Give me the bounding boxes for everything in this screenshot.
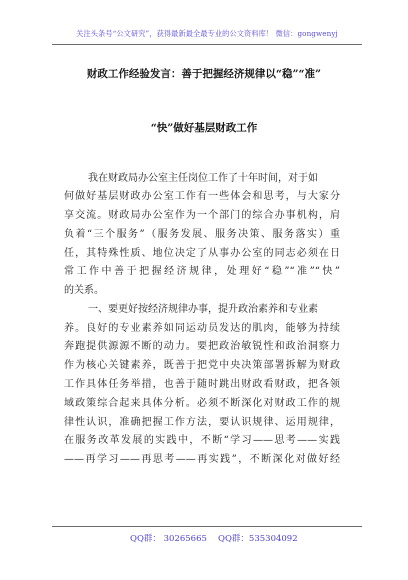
body-line: 律性认识，准确把握工作方法，要认识规律、运用规律，: [64, 417, 340, 428]
body-line: 养。良好的专业素养如同运动员发达的肌肉，能够为持续: [64, 323, 340, 334]
footer-divider: [52, 526, 362, 527]
body-line: 一、要更好按经济规律办事，提升政治素养和专业素: [88, 304, 318, 315]
body-line: 我在财政局办公室主任岗位工作了十年时间，对于如: [88, 173, 318, 184]
footer-qq-group-1: QQ群： 30265665: [130, 534, 207, 544]
header-divider: [52, 44, 362, 45]
document-title-line-1: 财政工作经验发言：善于把握经济规律以“稳”“准”: [86, 68, 322, 80]
body-line: 奔跑提供源源不断的动力。要把政治敏锐性和政治洞察力: [64, 341, 340, 352]
body-line: 常工作中善于把握经济规律，处理好“稳”“准”“快”: [64, 266, 340, 277]
body-line: 何做好基层财政办公室工作有一些体会和思考，与大家分: [64, 191, 340, 202]
header-banner: 关注头条号“公文研究”，获得最新最全最专业的公文资料库！ 微信：gongwenyj: [76, 29, 338, 38]
body-line: 在服务改革发展的实践中，不断“学习——思考——实践: [64, 435, 340, 446]
body-line: 享交流。财政局办公室作为一个部门的综合办事机构，肩: [64, 210, 340, 221]
body-line: 负着“三个服务”（服务发展、服务决策、服务落实）重: [64, 229, 340, 240]
body-line: 的关系。: [64, 285, 104, 296]
body-line: 域政策综合起来具体分析。必须不断深化对财政工作的规: [64, 398, 340, 409]
document-title-line-2: “快”做好基层财政工作: [150, 122, 258, 134]
footer-qq-group-2: QQ群：535304092: [218, 534, 298, 544]
body-line: ——再学习——再思考——再实践”，不断深化对做好经: [64, 454, 340, 465]
body-line: 任，其特殊性质、地位决定了从事办公室的同志必须在日: [64, 248, 340, 259]
body-line: 作为核心关键素养，既善于把党中央决策部署拆解为财政: [64, 360, 340, 371]
body-line: 工作具体任务举措，也善于随时跳出财政看财政，把各领: [64, 379, 340, 390]
